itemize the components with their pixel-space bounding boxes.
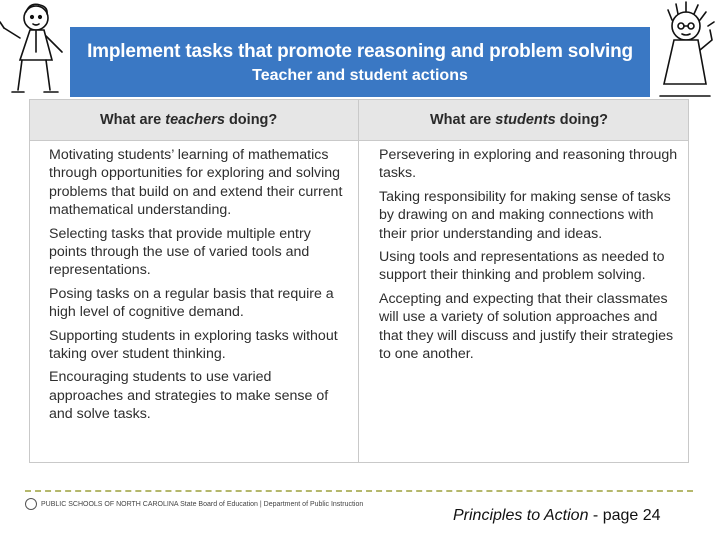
nc-dpi-logo: PUBLIC SCHOOLS OF NORTH CAROLINA State Board of Education | Department of Public Instruction: [25, 498, 363, 512]
list-item: Supporting students in exploring tasks without taking over student thinking.: [49, 327, 338, 363]
page-reference: Principles to Action - page 24: [453, 507, 661, 524]
student-cartoon-icon: [650, 0, 720, 100]
list-item: Taking responsibility for making sense of tasks by drawing on and making connections with their prior understanding and ideas.: [379, 188, 671, 242]
table-header: [30, 100, 688, 141]
footer-divider: [25, 490, 693, 492]
header-students: What are students doing?: [430, 112, 609, 128]
actions-table: [29, 99, 689, 463]
teacher-actions-list: [49, 146, 349, 429]
student-actions-list: [379, 146, 679, 368]
page-subtitle: Teacher and student actions: [252, 67, 468, 84]
column-divider: [358, 100, 359, 462]
title-banner: [70, 27, 650, 97]
list-item: Encouraging students to use varied approaches and strategies to make sense of and solve tasks.: [49, 369, 329, 423]
list-item: Using tools and representations as needed to support their thinking and problem solving.: [379, 249, 665, 284]
list-item: Motivating students’ learning of mathematics through opportunities for exploring and solving problems that build on and extend their current mathematical understanding.: [49, 147, 343, 219]
list-item: Selecting tasks that provide multiple entry points through the use of varied tools and representations.: [49, 225, 311, 279]
header-teachers: What are teachers doing?: [100, 112, 278, 128]
seal-icon: [25, 498, 37, 510]
list-item: Accepting and expecting that their classmates will use a variety of solution approaches and that they will discuss and justify their strategies to one another.: [379, 290, 674, 363]
teacher-cartoon-icon: [0, 0, 70, 100]
list-item: Posing tasks on a regular basis that require a high level of cognitive demand.: [49, 285, 334, 321]
page-title: Implement tasks that promote reasoning and problem solving: [87, 41, 633, 62]
list-item: Persevering in exploring and reasoning through tasks.: [379, 147, 678, 182]
